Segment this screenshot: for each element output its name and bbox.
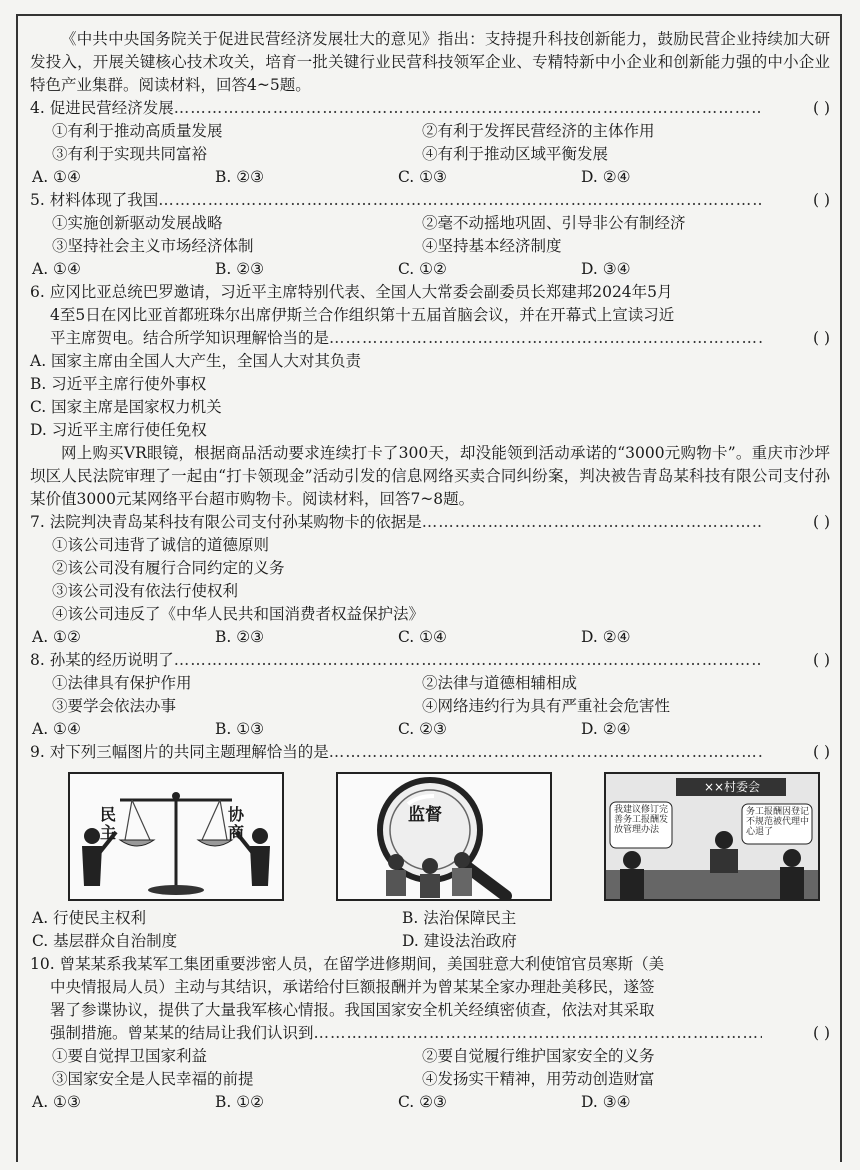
question-10: [30, 953, 830, 1114]
q7-choice-d[interactable]: D. ②④: [581, 628, 631, 646]
question-10-line-3: 署了参谍协议，提供了大量我军核心情报。我国国家安全机关经缜密侦查，依法对其采取: [50, 1001, 655, 1019]
pic3-bubble-left: 我建议修订完善务工报酬发放管理办法: [614, 805, 669, 835]
answer-paren-6[interactable]: ( ): [812, 329, 830, 347]
q10-option-4: ④发扬实干精神，用劳动创造财富: [422, 1070, 655, 1088]
question-5-stem: 5. 材料体现了我国: [30, 191, 159, 209]
question-7-stem: 7. 法院判决青岛某科技有限公司支付孙某购物卡的依据是: [30, 513, 422, 531]
q6-choice-b[interactable]: B. 习近平主席行使外事权: [30, 375, 207, 393]
picture-row: [30, 764, 830, 907]
q4-option-1: ①有利于推动高质量发展: [52, 122, 223, 140]
question-10-line-2: 中央情报局人员）主动与其结识，承诺给付巨额报酬并为曾某某全家办理赴美移民，遂签: [50, 978, 655, 996]
question-9-stem: 9. 对下列三幅图片的共同主题理解恰当的是: [30, 743, 329, 761]
question-4-stem: 4. 促进民营经济发展: [30, 99, 174, 117]
q8-choice-d[interactable]: D. ②④: [581, 720, 631, 738]
q10-choice-c[interactable]: C. ②③: [398, 1093, 447, 1111]
question-9: [30, 741, 830, 953]
q5-choice-c[interactable]: C. ①②: [398, 260, 447, 278]
magnifier-illustration: [338, 774, 550, 899]
q5-option-4: ④坚持基本经济制度: [422, 237, 562, 255]
q10-option-3: ③国家安全是人民幸福的前提: [52, 1070, 254, 1088]
q8-choice-c[interactable]: C. ②③: [398, 720, 447, 738]
q9-choice-d[interactable]: D. 建设法治政府: [402, 932, 517, 950]
q8-choice-a[interactable]: A. ①④: [32, 720, 81, 738]
pic1-left-label: 民主: [100, 805, 117, 842]
q5-option-2: ②毫不动摇地巩固、引导非公有制经济: [422, 214, 686, 232]
question-6-line-3: 平主席贺电。结合所学知识理解恰当的是: [50, 329, 330, 347]
q10-choice-a[interactable]: A. ①③: [32, 1093, 81, 1111]
question-6-line-1: 6. 应冈比亚总统巴罗邀请，习近平主席特别代表、全国人大常委会副委员长郑建邦2024年5月: [30, 283, 673, 301]
q7-choice-c[interactable]: C. ①④: [398, 628, 447, 646]
q6-choice-c[interactable]: C. 国家主席是国家权力机关: [30, 398, 222, 416]
q7-option-4: ④该公司违反了《中华人民共和国消费者权益保护法》: [52, 605, 425, 623]
q9-choice-b[interactable]: B. 法治保障民主: [402, 909, 517, 927]
q8-option-4: ④网络违约行为具有严重社会危害性: [422, 697, 671, 715]
answer-paren-5[interactable]: ( ): [812, 191, 830, 209]
answer-paren-9[interactable]: ( ): [812, 743, 830, 761]
q6-choice-a[interactable]: A. 国家主席由全国人大产生，全国人大对其负责: [30, 352, 362, 370]
q10-choice-b[interactable]: B. ①②: [215, 1093, 265, 1111]
exam-sheet: [16, 14, 842, 1162]
q10-option-2: ②要自觉履行维护国家安全的义务: [422, 1047, 655, 1065]
answer-paren-10[interactable]: ( ): [812, 1024, 830, 1042]
q7-choice-a[interactable]: A. ①②: [32, 628, 81, 646]
pic1-right-label: 协商: [228, 805, 245, 842]
q7-option-1: ①该公司违背了诚信的道德原则: [52, 536, 270, 554]
q4-option-3: ③有利于实现共同富裕: [52, 145, 208, 163]
answer-paren-7[interactable]: ( ): [812, 513, 830, 531]
passage-4-5: 《中共中央国务院关于促进民营经济发展壮大的意见》指出：支持提升科技创新能力，鼓励民营企业持续加大研发投入，开展关键核心技术攻关，培育一批关键行业民营科技领军企业、专精特新中小企业和创新能力强的中小企业特色产业集群。阅读材料，回答4~5题。: [30, 30, 830, 94]
q8-choice-b[interactable]: B. ①③: [215, 720, 265, 738]
pic2-label: 监督: [408, 805, 442, 825]
q5-option-1: ①实施创新驱动发展战略: [52, 214, 223, 232]
picture-supervision: [336, 772, 552, 901]
question-8: [30, 649, 830, 741]
q4-choice-c[interactable]: C. ①③: [398, 168, 447, 186]
q5-option-3: ③坚持社会主义市场经济体制: [52, 237, 254, 255]
q10-option-1: ①要自觉捍卫国家利益: [52, 1047, 208, 1065]
q4-option-2: ②有利于发挥民营经济的主体作用: [422, 122, 655, 140]
passage-7-8: 网上购买VR眼镜，根据商品活动要求连续打卡了300天，却没能领到活动承诺的“3000元购物卡”。重庆市沙坪坝区人民法院审理了一起由“打卡领现金”活动引发的信息网络买卖合同纠纷案，判决被告青岛某科技有限公司支付孙某价值3000元某网络平台超市购物卡。阅读材料，回答7~8题。: [30, 444, 830, 508]
pic3-sign: ××村委会: [703, 780, 761, 794]
q4-choice-b[interactable]: B. ②③: [215, 168, 265, 186]
q8-option-3: ③要学会依法办事: [52, 697, 177, 715]
q4-choice-a[interactable]: A. ①④: [32, 168, 81, 186]
q7-choice-b[interactable]: B. ②③: [215, 628, 265, 646]
question-4: [30, 97, 830, 189]
pic3-bubble-right: 务工报酬因登记不规范被代理中心退了: [746, 807, 810, 837]
question-6: [30, 281, 830, 442]
q4-option-4: ④有利于推动区域平衡发展: [422, 145, 609, 163]
q7-option-2: ②该公司没有履行合同约定的义务: [52, 559, 285, 577]
q9-choice-c[interactable]: C. 基层群众自治制度: [32, 932, 178, 950]
question-8-stem: 8. 孙某的经历说明了: [30, 651, 174, 669]
q4-choice-d[interactable]: D. ②④: [581, 168, 631, 186]
question-10-line-4: 强制措施。曾某某的结局让我们认识到: [50, 1024, 314, 1042]
q7-option-3: ③该公司没有依法行使权利: [52, 582, 239, 600]
answer-paren-8[interactable]: ( ): [812, 651, 830, 669]
q8-option-1: ①法律具有保护作用: [52, 674, 192, 692]
question-7: [30, 511, 830, 649]
picture-village-committee: [604, 772, 820, 901]
q6-choice-d[interactable]: D. 习近平主席行使任免权: [30, 421, 207, 439]
q5-choice-d[interactable]: D. ③④: [581, 260, 631, 278]
q5-choice-a[interactable]: A. ①④: [32, 260, 81, 278]
question-10-line-1: 10. 曾某某系我某军工集团重要涉密人员，在留学进修期间，美国驻意大利使馆官员寒斯（美: [30, 955, 665, 973]
q10-choice-d[interactable]: D. ③④: [581, 1093, 631, 1111]
picture-democracy-consultation: [68, 772, 284, 901]
question-5: [30, 189, 830, 281]
answer-paren-4[interactable]: ( ): [812, 99, 830, 117]
q9-choice-a[interactable]: A. 行使民主权利: [32, 909, 147, 927]
question-6-line-2: 4至5日在冈比亚首都班珠尔出席伊斯兰合作组织第十五届首脑会议，并在开幕式上宣读习近: [50, 306, 675, 324]
q8-option-2: ②法律与道德相辅相成: [422, 674, 578, 692]
q5-choice-b[interactable]: B. ②③: [215, 260, 265, 278]
